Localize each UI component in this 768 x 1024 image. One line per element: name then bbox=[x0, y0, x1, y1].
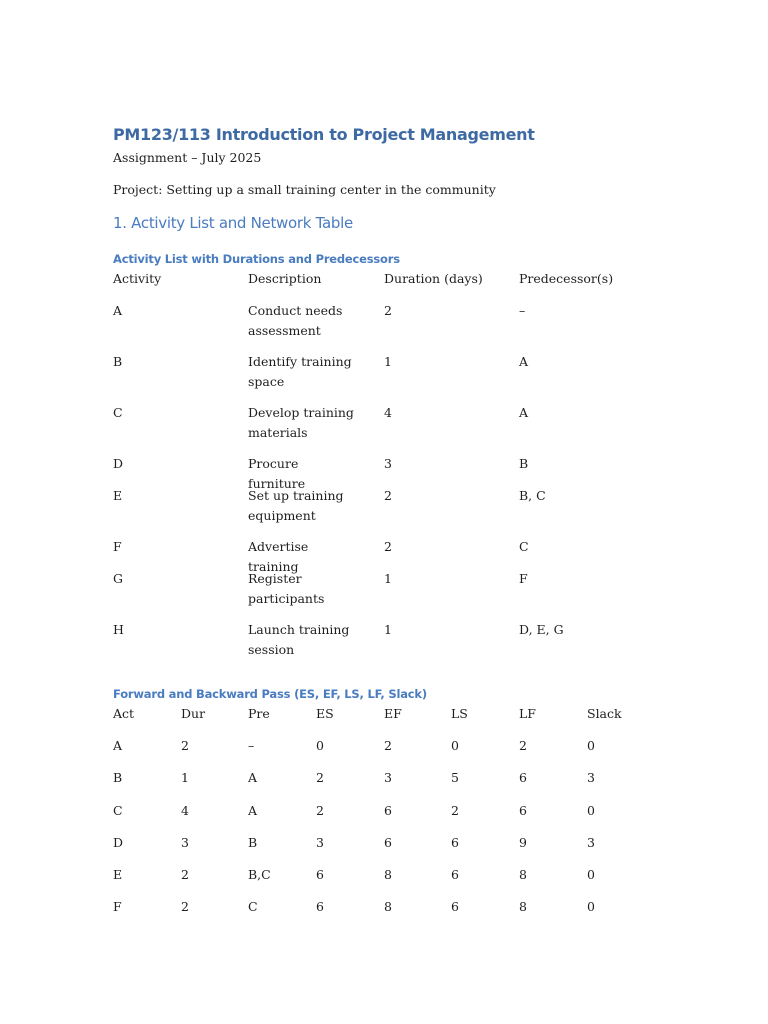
pass-cell-slack: 3 bbox=[587, 770, 595, 785]
activity-cell-description: Procure furniture bbox=[248, 456, 306, 491]
pass-cell-ef: 3 bbox=[384, 770, 392, 785]
activity-cell-predecessors: D, E, G bbox=[519, 622, 564, 637]
activity-header-duration: Duration (days) bbox=[384, 271, 483, 286]
pass-cell-ef: 6 bbox=[384, 803, 392, 818]
pass-cell-es: 0 bbox=[316, 738, 324, 753]
pass-cell-es: 6 bbox=[316, 899, 324, 914]
pass-cell-act: D bbox=[113, 835, 124, 850]
activity-cell-predecessors: F bbox=[519, 571, 528, 586]
pass-cell-lf: 9 bbox=[519, 835, 527, 850]
pass-cell-ls: 2 bbox=[451, 803, 459, 818]
activity-cell-description: Advertise training bbox=[248, 539, 309, 574]
pass-cell-lf: 6 bbox=[519, 770, 527, 785]
assignment-subtitle: Assignment – July 2025 bbox=[113, 150, 262, 165]
document-title: PM123/113 Introduction to Project Management bbox=[113, 125, 535, 144]
activity-cell-predecessors: B bbox=[519, 456, 529, 471]
pass-cell-lf: 8 bbox=[519, 899, 527, 914]
activity-header-predecessors: Predecessor(s) bbox=[519, 271, 614, 286]
pass-cell-pre: C bbox=[248, 899, 258, 914]
pass-header-ef: EF bbox=[384, 706, 402, 721]
pass-cell-lf: 6 bbox=[519, 803, 527, 818]
activity-cell-description: Identify training space bbox=[248, 354, 352, 389]
pass-cell-ef: 2 bbox=[384, 738, 392, 753]
activity-cell-duration: 2 bbox=[384, 539, 392, 554]
activity-cell-activity: G bbox=[113, 571, 123, 586]
activity-cell-predecessors: B, C bbox=[519, 488, 546, 503]
pass-cell-dur: 3 bbox=[181, 835, 189, 850]
pass-cell-es: 2 bbox=[316, 803, 324, 818]
activity-cell-duration: 1 bbox=[384, 622, 392, 637]
pass-cell-ef: 8 bbox=[384, 867, 392, 882]
activity-cell-description: Launch training session bbox=[248, 622, 350, 657]
pass-header-lf: LF bbox=[519, 706, 536, 721]
activity-cell-description: Set up training equipment bbox=[248, 488, 344, 523]
pass-cell-lf: 8 bbox=[519, 867, 527, 882]
pass-cell-act: B bbox=[113, 770, 123, 785]
pass-cell-es: 3 bbox=[316, 835, 324, 850]
pass-cell-ls: 6 bbox=[451, 899, 459, 914]
pass-cell-act: F bbox=[113, 899, 122, 914]
pass-cell-ls: 5 bbox=[451, 770, 459, 785]
pass-cell-act: A bbox=[113, 738, 123, 753]
activity-cell-activity: E bbox=[113, 488, 123, 503]
pass-cell-es: 2 bbox=[316, 770, 324, 785]
activity-cell-description: Develop training materials bbox=[248, 405, 354, 440]
pass-cell-slack: 0 bbox=[587, 803, 595, 818]
pass-cell-ef: 8 bbox=[384, 899, 392, 914]
pass-cell-pre: B bbox=[248, 835, 258, 850]
pass-cell-act: E bbox=[113, 867, 123, 882]
pass-cell-slack: 0 bbox=[587, 738, 595, 753]
activity-cell-duration: 1 bbox=[384, 571, 392, 586]
pass-cell-act: C bbox=[113, 803, 123, 818]
activity-cell-predecessors: A bbox=[519, 354, 529, 369]
pass-cell-dur: 1 bbox=[181, 770, 189, 785]
pass-cell-ls: 6 bbox=[451, 867, 459, 882]
pass-cell-lf: 2 bbox=[519, 738, 527, 753]
pass-header-ls: LS bbox=[451, 706, 468, 721]
pass-cell-dur: 2 bbox=[181, 738, 189, 753]
pass-cell-pre: B,C bbox=[248, 867, 271, 882]
pass-cell-pre: – bbox=[248, 738, 255, 753]
activity-cell-duration: 2 bbox=[384, 488, 392, 503]
activity-cell-description: Register participants bbox=[248, 571, 325, 606]
section-heading: 1. Activity List and Network Table bbox=[113, 214, 353, 232]
activity-cell-activity: C bbox=[113, 405, 123, 420]
pass-cell-dur: 2 bbox=[181, 867, 189, 882]
activity-cell-predecessors: A bbox=[519, 405, 529, 420]
activity-cell-activity: H bbox=[113, 622, 124, 637]
pass-cell-es: 6 bbox=[316, 867, 324, 882]
pass-cell-dur: 2 bbox=[181, 899, 189, 914]
activity-header-activity: Activity bbox=[113, 271, 162, 286]
pass-header-dur: Dur bbox=[181, 706, 206, 721]
activity-cell-activity: A bbox=[113, 303, 123, 318]
pass-cell-slack: 3 bbox=[587, 835, 595, 850]
activity-cell-duration: 2 bbox=[384, 303, 392, 318]
pass-table-heading: Forward and Backward Pass (ES, EF, LS, LF, Slack) bbox=[113, 687, 427, 701]
pass-cell-slack: 0 bbox=[587, 867, 595, 882]
activity-cell-duration: 1 bbox=[384, 354, 392, 369]
activity-cell-duration: 4 bbox=[384, 405, 392, 420]
pass-cell-pre: A bbox=[248, 803, 258, 818]
pass-header-es: ES bbox=[316, 706, 334, 721]
pass-cell-slack: 0 bbox=[587, 899, 595, 914]
activity-table-heading: Activity List with Durations and Predecessors bbox=[113, 252, 400, 266]
activity-cell-predecessors: C bbox=[519, 539, 529, 554]
pass-cell-ls: 6 bbox=[451, 835, 459, 850]
activity-cell-duration: 3 bbox=[384, 456, 392, 471]
pass-header-slack: Slack bbox=[587, 706, 622, 721]
pass-header-act: Act bbox=[113, 706, 135, 721]
activity-header-description: Description bbox=[248, 271, 322, 286]
project-description: Project: Setting up a small training center in the community bbox=[113, 182, 496, 197]
pass-cell-ls: 0 bbox=[451, 738, 459, 753]
activity-cell-predecessors: – bbox=[519, 303, 526, 318]
activity-cell-description: Conduct needs assessment bbox=[248, 303, 343, 338]
pass-header-pre: Pre bbox=[248, 706, 270, 721]
activity-cell-activity: D bbox=[113, 456, 124, 471]
pass-cell-pre: A bbox=[248, 770, 258, 785]
activity-cell-activity: B bbox=[113, 354, 123, 369]
pass-cell-ef: 6 bbox=[384, 835, 392, 850]
activity-cell-activity: F bbox=[113, 539, 122, 554]
pass-cell-dur: 4 bbox=[181, 803, 189, 818]
